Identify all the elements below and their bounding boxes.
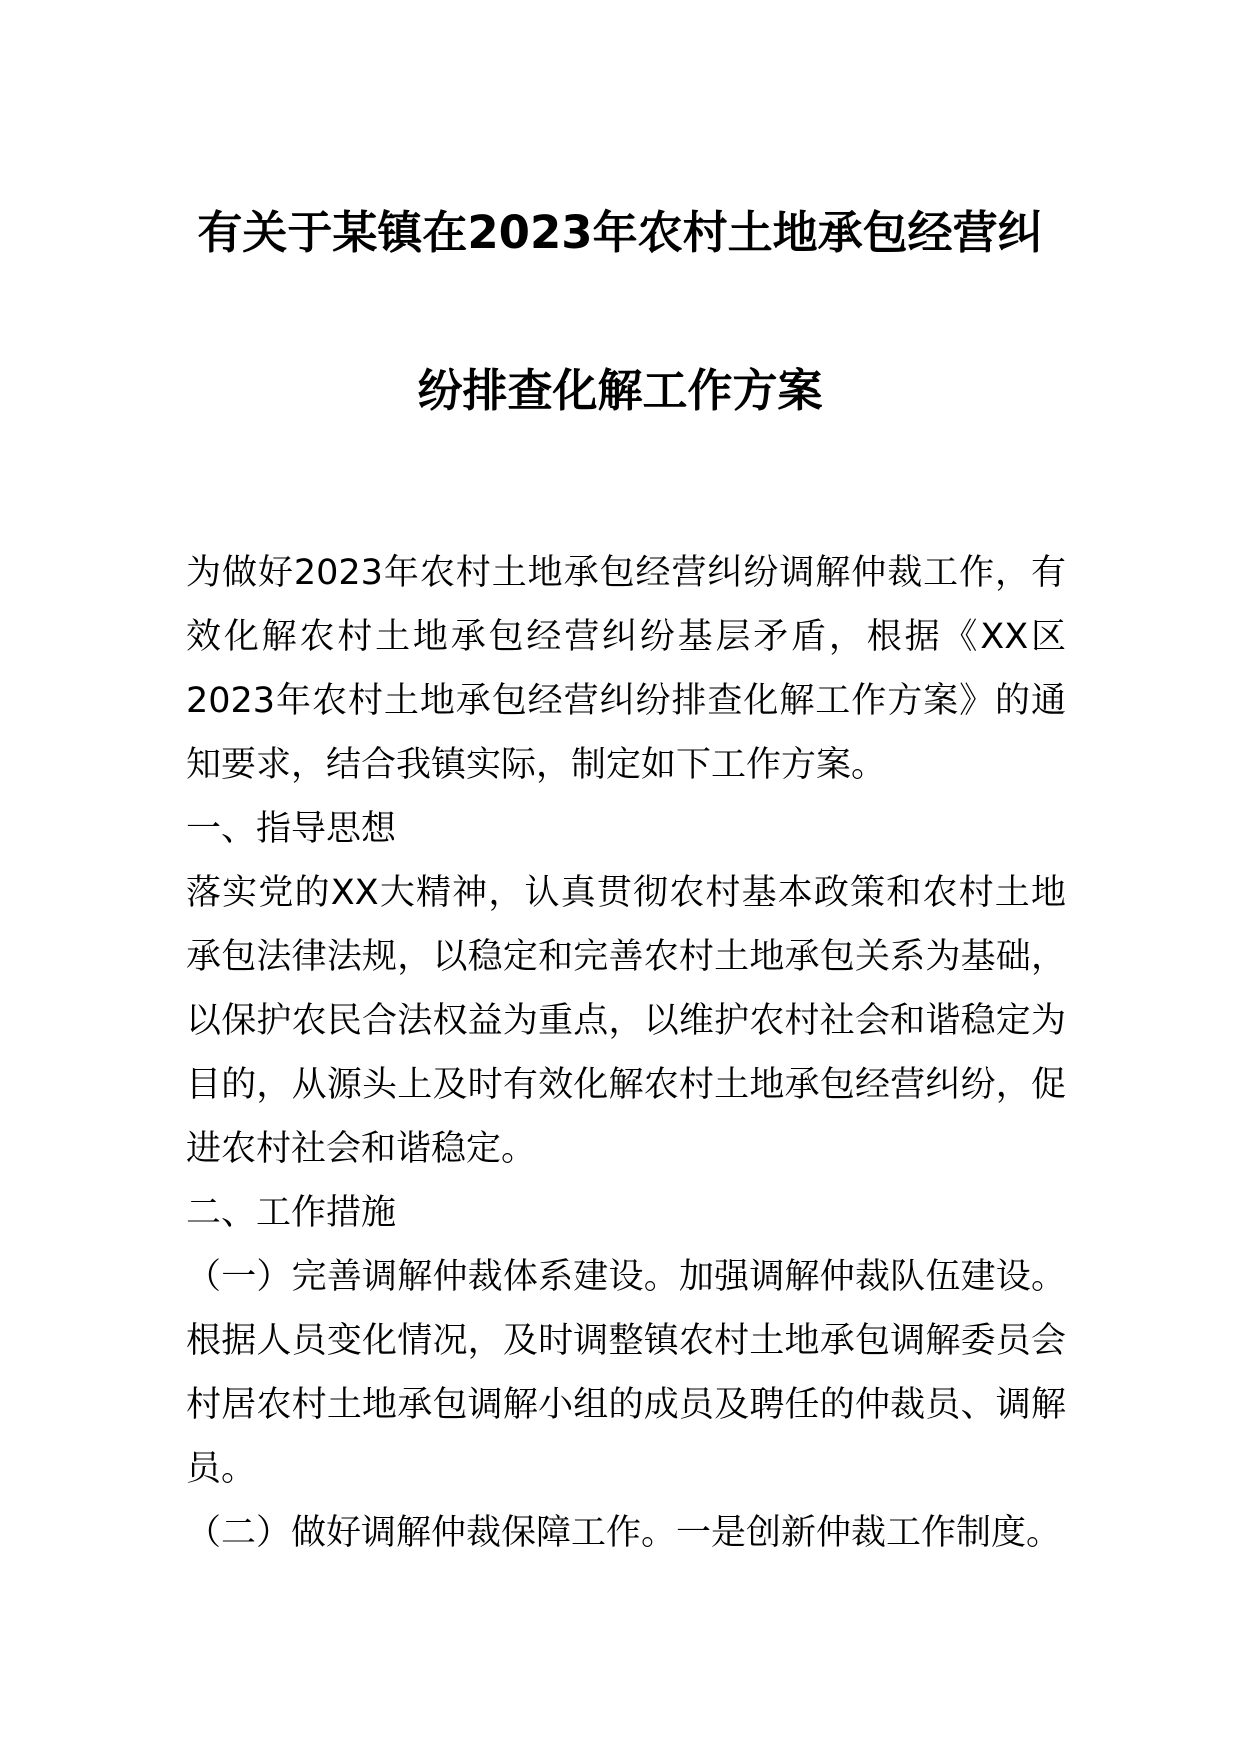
- intro-paragraph: 为做好2023年农村土地承包经营纠纷调解仲裁工作，有效化解农村土地承包经营纠纷基层矛盾，根据《XX区2023年农村土地承包经营纠纷排查化解工作方案》的通知要求，结合我镇实际，制定如下工作方案。: [186, 553, 1066, 785]
- measure-2-paragraph: （二）做好调解仲裁保障工作。一是创新仲裁工作制度。: [186, 1513, 1062, 1553]
- guiding-thought-paragraph: 落实党的XX大精神，认真贯彻农村基本政策和农村土地承包法律法规，以稳定和完善农村土地承包关系为基础，以保护农民合法权益为重点，以维护农村社会和谐稳定为目的，从源头上及时有效化解农村土地承包经营纠纷，促进农村社会和谐稳定。: [186, 873, 1066, 1169]
- measure-1-paragraph: （一）完善调解仲裁体系建设。加强调解仲裁队伍建设。根据人员变化情况，及时调整镇农村土地承包调解委员会村居农村土地承包调解小组的成员及聘任的仲裁员、调解员。: [186, 1257, 1066, 1489]
- document-title-line-2: 纷排查化解工作方案: [417, 364, 823, 417]
- document-body: [186, 541, 1066, 1565]
- section-heading-guiding-thought: 一、指导思想: [186, 809, 397, 849]
- document-title-line-1: 有关于某镇在2023年农村土地承包经营纠: [197, 206, 1043, 259]
- section-heading-work-measures: 二、工作措施: [186, 1193, 397, 1233]
